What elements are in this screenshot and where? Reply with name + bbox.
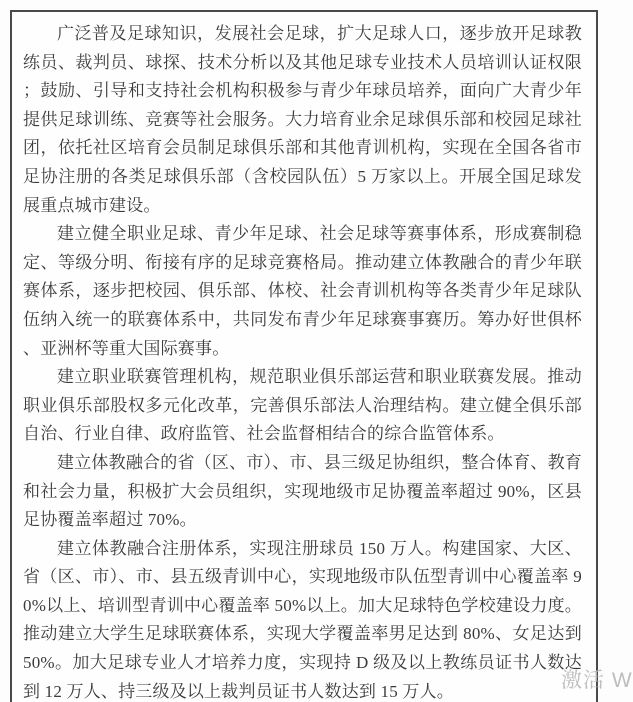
- activation-watermark: 激活 W: [561, 669, 633, 692]
- text-frame: [10, 10, 598, 702]
- paragraph: 建立职业联赛管理机构，规范职业俱乐部运营和职业联赛发展。推动职业俱乐部股权多元化改革，完善俱乐部法人治理结构。建立健全俱乐部自治、行业自律、政府监管、社会监督相结合的综合监管体系。: [23, 367, 582, 444]
- paragraph: 建立健全职业足球、青少年足球、社会足球等赛事体系，形成赛制稳定、等级分明、衔接有序的足球竞赛格局。推动建立体教融合的青少年联赛体系，逐步把校园、俱乐部、体校、社会青训机构等各类青少年足球队伍纳入统一的联赛体系中，共同发布青少年足球赛事赛历。筹办好世俱杯、亚洲杯等重大国际赛事。: [23, 224, 582, 358]
- paragraph: 建立体教融合的省（区、市）、市、县三级足协组织，整合体育、教育和社会力量，积极扩大会员组织，实现地级市足协覆盖率超过 90%，区县足协覆盖率超过 70%。: [23, 452, 582, 530]
- paragraph: 建立体教融合注册体系，实现注册球员 150 万人。构建国家、大区、省（区、市）、市、县五级青训中心，实现地级市队伍型青训中心覆盖率 90%以上、培训型青训中心覆盖率 50%以上。加大足球特色学校建设力度。推动建立大学生足球联赛体系，实现大学覆盖率男足达到 80%、女足达到 50%。加大足球专业人才培养力度，实现持 D 级及以上教练员证书人数达到 12 万人、持三级及以上裁判员证书人数达到 15 万人。: [23, 538, 582, 701]
- paragraph: 广泛普及足球知识，发展社会足球，扩大足球人口，逐步放开足球教练员、裁判员、球探、技术分析以及其他足球专业技术人员培训认证权限；鼓励、引导和支持社会机构积极参与青少年球员培养，面向广大青少年提供足球训练、竞赛等社会服务。大力培育业余足球俱乐部和校园足球社团，依托社区培育会员制足球俱乐部和其他青训机构，实现在全国各省市足协注册的各类足球俱乐部（含校园队伍）5 万家以上。开展全国足球发展重点城市建设。: [23, 24, 582, 215]
